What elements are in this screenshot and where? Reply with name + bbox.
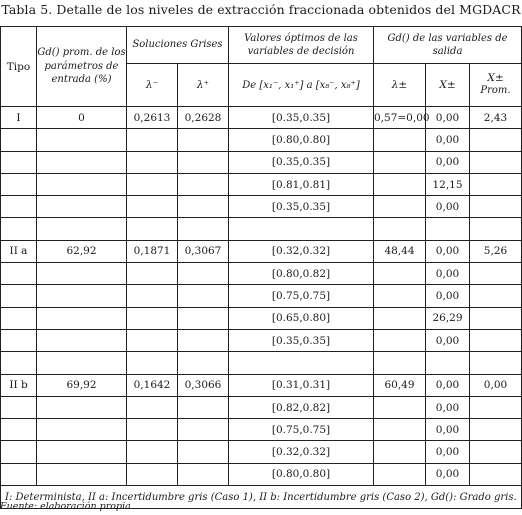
cell-lminus — [127, 419, 178, 441]
cell-lpm — [374, 441, 426, 463]
cell-lminus: 0,1642 — [127, 374, 178, 396]
table-row — [1, 441, 522, 463]
cell-lminus — [127, 329, 178, 351]
cell-tipo: II b — [1, 374, 37, 396]
cell-lminus — [127, 218, 178, 240]
table-row — [1, 218, 522, 240]
cell-lplus — [178, 441, 229, 463]
cell-gd — [37, 329, 127, 351]
cell-lminus — [127, 352, 178, 374]
header-valores-expr: De [x₁⁻, x₁⁺] a [x₈⁻, x₈⁺] — [229, 64, 374, 107]
cell-gd — [37, 419, 127, 441]
cell-lpm — [374, 196, 426, 218]
table-row — [1, 240, 522, 262]
cell-val: [0.35,0.35] — [229, 151, 374, 173]
table-row — [1, 374, 522, 396]
cell-tipo — [1, 173, 37, 195]
cell-tipo — [1, 196, 37, 218]
header-tipo: Tipo — [1, 27, 37, 107]
header-prom-label: Prom. — [480, 85, 511, 97]
cell-gd — [37, 263, 127, 285]
cell-xprom — [470, 196, 522, 218]
cell-lplus — [178, 173, 229, 195]
header-lambda-pm: λ± — [374, 64, 426, 107]
cell-lpm — [374, 173, 426, 195]
table-row — [1, 107, 522, 129]
cell-lpm — [374, 151, 426, 173]
table-row — [1, 173, 522, 195]
header-x-pm: X± — [426, 64, 470, 107]
cell-lpm — [374, 129, 426, 151]
cell-lminus — [127, 285, 178, 307]
table-source: Fuente: elaboración propia — [0, 501, 131, 512]
cell-xpm: 0,00 — [426, 374, 470, 396]
cell-xprom: 2,43 — [470, 107, 522, 129]
cell-tipo — [1, 263, 37, 285]
cell-xpm: 0,00 — [426, 151, 470, 173]
cell-xpm: 0,00 — [426, 329, 470, 351]
cell-xpm: 0,00 — [426, 263, 470, 285]
cell-lminus — [127, 396, 178, 418]
cell-lminus — [127, 151, 178, 173]
table-row — [1, 196, 522, 218]
cell-lplus — [178, 396, 229, 418]
cell-xpm: 0,00 — [426, 240, 470, 262]
cell-tipo — [1, 218, 37, 240]
cell-tipo — [1, 307, 37, 329]
cell-xpm: 12,15 — [426, 173, 470, 195]
extraction-levels-table — [0, 26, 522, 509]
table-row — [1, 419, 522, 441]
cell-lminus — [127, 463, 178, 485]
cell-val: [0.31,0.31] — [229, 374, 374, 396]
cell-lminus — [127, 307, 178, 329]
cell-gd — [37, 173, 127, 195]
cell-lpm: 0,57=0,00 — [374, 107, 426, 129]
cell-val — [229, 352, 374, 374]
cell-gd — [37, 307, 127, 329]
cell-xprom: 5,26 — [470, 240, 522, 262]
cell-tipo — [1, 329, 37, 351]
cell-xprom: 0,00 — [470, 374, 522, 396]
table-row — [1, 285, 522, 307]
cell-lplus: 0,2628 — [178, 107, 229, 129]
header-x-prom: X± — [487, 72, 504, 85]
table-row — [1, 263, 522, 285]
cell-xprom — [470, 441, 522, 463]
table-row — [1, 329, 522, 351]
cell-lplus — [178, 329, 229, 351]
table-row — [1, 151, 522, 173]
header-gd-prom: Gd() prom. de los parámetros de entrada (%) — [37, 27, 127, 107]
cell-tipo — [1, 285, 37, 307]
cell-val: [0.32,0.32] — [229, 441, 374, 463]
cell-gd — [37, 352, 127, 374]
cell-lplus — [178, 419, 229, 441]
cell-xprom — [470, 352, 522, 374]
cell-xprom — [470, 129, 522, 151]
cell-lplus — [178, 463, 229, 485]
cell-gd: 0 — [37, 107, 127, 129]
cell-gd — [37, 463, 127, 485]
cell-lplus — [178, 307, 229, 329]
cell-lminus — [127, 263, 178, 285]
cell-xpm: 26,29 — [426, 307, 470, 329]
cell-tipo: I — [1, 107, 37, 129]
cell-tipo — [1, 396, 37, 418]
table-row — [1, 396, 522, 418]
cell-xpm: 0,00 — [426, 463, 470, 485]
cell-lpm — [374, 263, 426, 285]
cell-lplus — [178, 196, 229, 218]
cell-xpm: 0,00 — [426, 107, 470, 129]
cell-lminus — [127, 173, 178, 195]
cell-tipo — [1, 352, 37, 374]
header-lambda-minus: λ⁻ — [127, 64, 178, 107]
cell-val: [0.32,0.32] — [229, 240, 374, 262]
cell-xprom — [470, 151, 522, 173]
cell-lplus — [178, 285, 229, 307]
cell-gd — [37, 441, 127, 463]
cell-xpm: 0,00 — [426, 419, 470, 441]
cell-xpm — [426, 218, 470, 240]
cell-xprom — [470, 329, 522, 351]
cell-tipo — [1, 463, 37, 485]
table-row — [1, 307, 522, 329]
cell-xprom — [470, 396, 522, 418]
header-x-prom-cell — [470, 64, 522, 107]
cell-lplus — [178, 263, 229, 285]
cell-xpm: 0,00 — [426, 285, 470, 307]
table-row — [1, 129, 522, 151]
cell-lpm — [374, 419, 426, 441]
cell-val: [0.80,0.80] — [229, 129, 374, 151]
cell-val — [229, 218, 374, 240]
header-lambda-plus: λ⁺ — [178, 64, 229, 107]
cell-val: [0.35,0.35] — [229, 196, 374, 218]
cell-val: [0.35,0.35] — [229, 329, 374, 351]
cell-lminus — [127, 196, 178, 218]
cell-xpm: 0,00 — [426, 441, 470, 463]
cell-lpm — [374, 396, 426, 418]
cell-xprom — [470, 173, 522, 195]
cell-lpm — [374, 463, 426, 485]
cell-xprom — [470, 463, 522, 485]
header-soluciones-grises: Soluciones Grises — [127, 27, 229, 64]
cell-xprom — [470, 285, 522, 307]
cell-tipo — [1, 419, 37, 441]
cell-tipo — [1, 441, 37, 463]
cell-val: [0.80,0.80] — [229, 463, 374, 485]
cell-lpm — [374, 329, 426, 351]
cell-xpm: 0,00 — [426, 396, 470, 418]
header-gd-salida: Gd() de las variables de salida — [374, 27, 522, 64]
cell-lplus — [178, 352, 229, 374]
cell-gd — [37, 285, 127, 307]
header-valores-optimos: Valores óptimos de las variables de decisión — [229, 27, 374, 64]
table-row — [1, 352, 522, 374]
cell-lplus — [178, 218, 229, 240]
cell-lminus — [127, 129, 178, 151]
cell-lpm: 60,49 — [374, 374, 426, 396]
cell-val: [0.75,0.75] — [229, 419, 374, 441]
cell-val: [0.65,0.80] — [229, 307, 374, 329]
cell-val: [0.75,0.75] — [229, 285, 374, 307]
cell-lminus: 0,2613 — [127, 107, 178, 129]
table-footnote: I: Determinista, II a: Incertidumbre gris (Caso 1), II b: Incertidumbre gris (Caso 2), Gd(): Grado gris. — [1, 486, 522, 509]
table-row — [1, 463, 522, 485]
cell-gd — [37, 129, 127, 151]
cell-xpm — [426, 352, 470, 374]
cell-lpm — [374, 307, 426, 329]
cell-xprom — [470, 218, 522, 240]
cell-lminus — [127, 441, 178, 463]
cell-lpm — [374, 352, 426, 374]
cell-xprom — [470, 419, 522, 441]
cell-val: [0.82,0.82] — [229, 396, 374, 418]
cell-val: [0.80,0.82] — [229, 263, 374, 285]
cell-gd: 62,92 — [37, 240, 127, 262]
cell-lplus — [178, 151, 229, 173]
cell-xprom — [470, 263, 522, 285]
cell-gd — [37, 218, 127, 240]
cell-lminus: 0,1871 — [127, 240, 178, 262]
cell-xpm: 0,00 — [426, 129, 470, 151]
cell-lplus — [178, 129, 229, 151]
cell-val: [0.35,0.35] — [229, 107, 374, 129]
cell-val: [0.81,0.81] — [229, 173, 374, 195]
cell-gd — [37, 196, 127, 218]
cell-tipo — [1, 129, 37, 151]
cell-tipo: II a — [1, 240, 37, 262]
cell-lpm — [374, 285, 426, 307]
cell-lpm — [374, 218, 426, 240]
cell-xpm: 0,00 — [426, 196, 470, 218]
cell-lpm: 48,44 — [374, 240, 426, 262]
cell-lplus: 0,3066 — [178, 374, 229, 396]
cell-gd — [37, 151, 127, 173]
cell-xprom — [470, 307, 522, 329]
cell-gd: 69,92 — [37, 374, 127, 396]
cell-lplus: 0,3067 — [178, 240, 229, 262]
table-caption: Tabla 5. Detalle de los niveles de extracción fraccionada obtenidos del MGDACR — [1, 2, 521, 17]
cell-tipo — [1, 151, 37, 173]
cell-gd — [37, 396, 127, 418]
